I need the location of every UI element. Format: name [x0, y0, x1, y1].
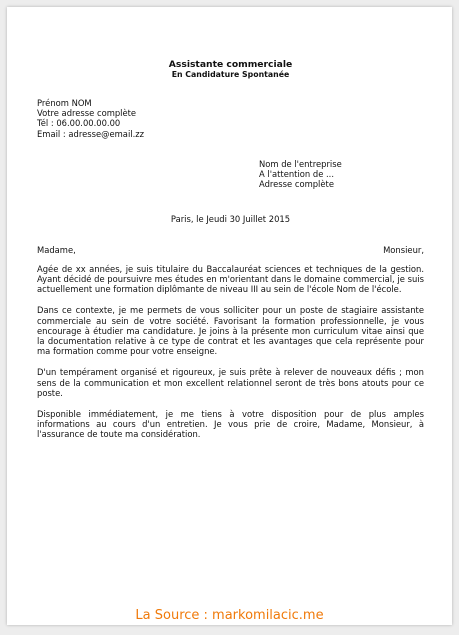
paragraph-introduction: Agée de xx années, je suis titulaire du Baccalauréat sciences et techniques de la gestion. Ayant décidé de poursuivre mes études en m'orientant dans le domaine commercial, je suis actuellement une formation diplômante de niveau III au sein de l'école Nom de l'école.	[37, 263, 424, 295]
paragraph-qualities: D'un tempérament organisé et rigoureux, je suis prête à relever de nouveaux défis ; mon sens de la communication et mon excellent relationnel seront de très bons atouts pour ce poste.	[37, 367, 424, 398]
sender-address: Votre adresse complète	[37, 108, 137, 119]
sender-phone: Tél : 06.00.00.00.00	[37, 118, 121, 129]
paragraph-request: Dans ce contexte, je me permets de vous solliciter pour un poste de stagiaire assistante commerciale au sein de votre société. Favorisant la formation professionnelle, je vous encourage à étudier ma candidature. Je joins à la présente mon curriculum vitae ainsi que la documentation relative à ce type de contrat et les avantages que cela représente pour ma formation comme pour votre enseigne.	[37, 305, 424, 357]
sender-email: Email : adresse@email.zz	[37, 128, 145, 139]
sender-name: Prénom NOM	[37, 98, 92, 108]
letter-title: Assistante commerciale	[168, 59, 293, 70]
letter-body	[37, 59, 424, 440]
recipient-company: Nom de l'entreprise	[259, 158, 342, 169]
letter-date: Paris, le Jeudi 30 Juillet 2015	[170, 214, 291, 225]
salutation-madame: Madame,	[37, 244, 76, 255]
salutation-monsieur: Monsieur,	[383, 244, 424, 255]
sender-block	[37, 98, 424, 139]
letter-page	[7, 7, 452, 625]
letter-subtitle: En Candidature Spontanée	[171, 70, 290, 79]
recipient-block	[259, 159, 424, 190]
recipient-address: Adresse complète	[259, 179, 334, 190]
recipient-attention: A l'attention de ...	[259, 169, 335, 180]
paragraph-closing: Disponible immédiatement, je me tiens à votre disposition pour de plus amples informations au cours d'un entretien. Je vous prie de croire, Madame, Monsieur, à l'assurance de toute ma considération.	[37, 409, 424, 440]
source-watermark: La Source : markomilacic.me	[135, 608, 324, 623]
salutation	[37, 245, 424, 255]
